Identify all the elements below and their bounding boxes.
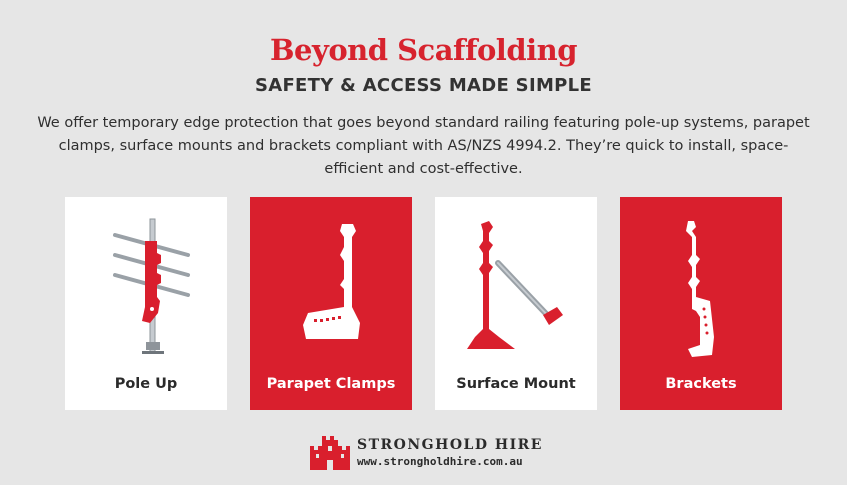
page-title: Beyond Scaffolding	[270, 33, 577, 67]
brand-name: STRONGHOLD HIRE	[357, 437, 543, 453]
card-parapet-clamps[interactable]	[250, 197, 412, 410]
card-surface-mount[interactable]	[435, 197, 597, 410]
page-subtitle: SAFETY & ACCESS MADE SIMPLE	[254, 75, 593, 96]
card-pole-up[interactable]	[65, 197, 227, 410]
card-brackets[interactable]	[620, 197, 782, 410]
card-label: Surface Mount	[456, 376, 576, 392]
card-label: Parapet Clamps	[266, 376, 396, 392]
brand-url[interactable]: www.strongholdhire.com.au	[357, 455, 523, 468]
card-label: Brackets	[665, 376, 737, 392]
card-label: Pole Up	[114, 376, 178, 392]
intro-description: We offer temporary edge protection that goes beyond standard railing featuring pole-up systems, parapet clamps, surface mounts and brackets compliant with AS/NZS 4994.2. They’re quick to install, space-efficient and cost-effective.	[37, 115, 810, 177]
castle-logo-icon	[308, 432, 352, 472]
